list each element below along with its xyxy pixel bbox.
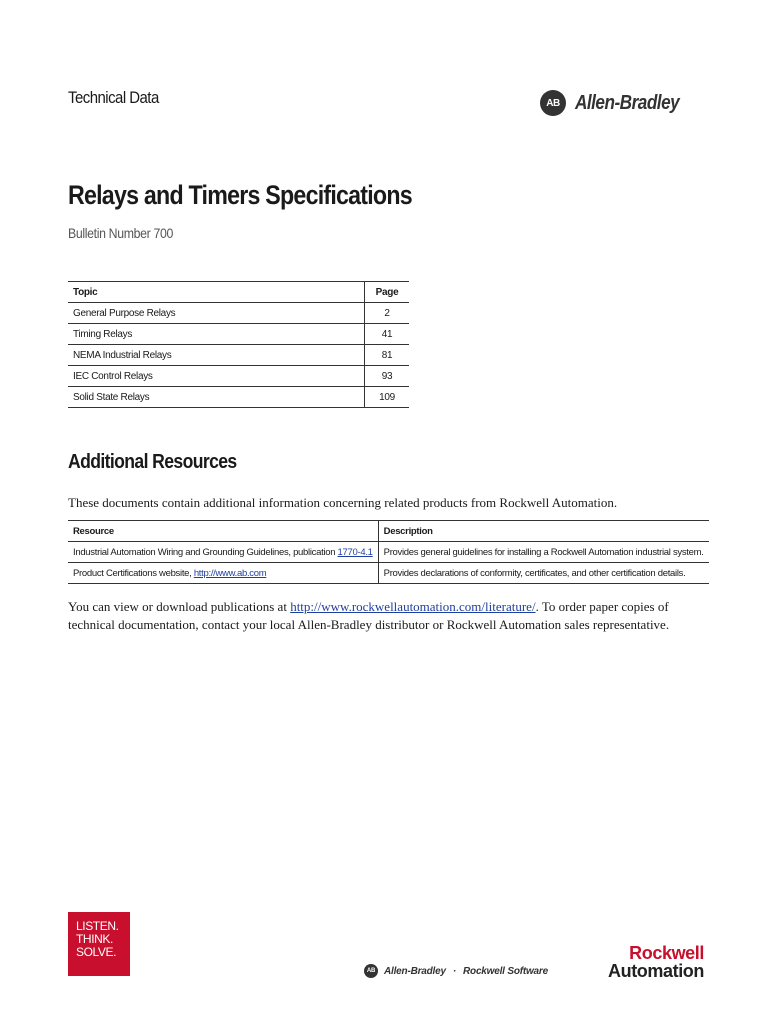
topic-table xyxy=(68,281,409,408)
logo-line: Rockwell xyxy=(629,943,704,963)
website-link[interactable]: http://www.ab.com xyxy=(193,567,267,579)
topic-cell: IEC Control Relays xyxy=(68,366,365,387)
page-cell: 109 xyxy=(365,387,410,408)
ab-badge-icon: AB xyxy=(364,964,378,978)
logo-line: SOLVE. xyxy=(76,945,117,959)
table-row xyxy=(68,366,409,387)
resource-text: Industrial Automation Wiring and Grounding Guidelines, publication xyxy=(73,546,338,558)
topic-cell: Solid State Relays xyxy=(68,387,365,408)
logo-line: LISTEN. xyxy=(76,919,119,933)
table-row xyxy=(68,563,709,584)
table-row xyxy=(68,324,409,345)
section-intro: These documents contain additional information concerning related products from Rockwell Automation. xyxy=(68,495,618,510)
page-cell: 2 xyxy=(365,303,410,324)
table-header-row xyxy=(68,282,409,303)
page-header: Page xyxy=(365,282,410,303)
page-cell: 81 xyxy=(365,345,410,366)
paragraph-text: You can view or download publications at xyxy=(68,599,291,614)
resource-cell xyxy=(68,542,378,563)
brand-name: Allen-Bradley xyxy=(384,965,446,977)
literature-link[interactable]: http://www.rockwellautomation.com/literature/ xyxy=(290,599,536,614)
brand-strip xyxy=(364,964,548,978)
brand-name: Rockwell Software xyxy=(463,965,548,977)
document-type: Technical Data xyxy=(68,88,159,107)
ab-badge-icon: AB xyxy=(540,90,566,116)
resource-text: Product Certifications website, xyxy=(73,567,194,579)
table-row xyxy=(68,303,409,324)
table-row xyxy=(68,387,409,408)
publications-paragraph xyxy=(68,598,708,634)
allen-bradley-logo xyxy=(540,88,696,118)
table-row xyxy=(68,542,709,563)
bulletin-number: Bulletin Number 700 xyxy=(68,225,173,241)
topic-cell: Timing Relays xyxy=(68,324,365,345)
separator: · xyxy=(452,965,457,977)
table-row xyxy=(68,345,409,366)
description-cell: Provides declarations of conformity, certificates, and other certification details. xyxy=(378,563,708,584)
page-cell: 93 xyxy=(365,366,410,387)
page-cell: 41 xyxy=(365,324,410,345)
resources-table xyxy=(68,520,709,584)
resource-header: Resource xyxy=(68,521,378,542)
section-heading: Additional Resources xyxy=(68,451,237,473)
allen-bradley-wordmark: Allen-Bradley xyxy=(575,91,680,114)
listen-think-solve-logo xyxy=(68,912,130,976)
topic-cell: NEMA Industrial Relays xyxy=(68,345,365,366)
table-header-row xyxy=(68,521,709,542)
logo-line: THINK. xyxy=(76,932,113,946)
topic-cell: General Purpose Relays xyxy=(68,303,365,324)
resource-cell xyxy=(68,563,378,584)
page-title: Relays and Timers Specifications xyxy=(68,180,412,210)
description-cell: Provides general guidelines for installing a Rockwell Automation industrial system. xyxy=(378,542,708,563)
topic-header: Topic xyxy=(68,282,365,303)
paragraph-text: . To order paper copies of technical documentation, contact your local Allen-Bradley distributor or Rockwell Automation sales representative. xyxy=(68,599,670,632)
publication-link[interactable]: 1770-4.1 xyxy=(337,546,373,558)
description-header: Description xyxy=(378,521,708,542)
logo-line: Automation xyxy=(608,961,704,981)
rockwell-automation-logo xyxy=(572,944,704,980)
